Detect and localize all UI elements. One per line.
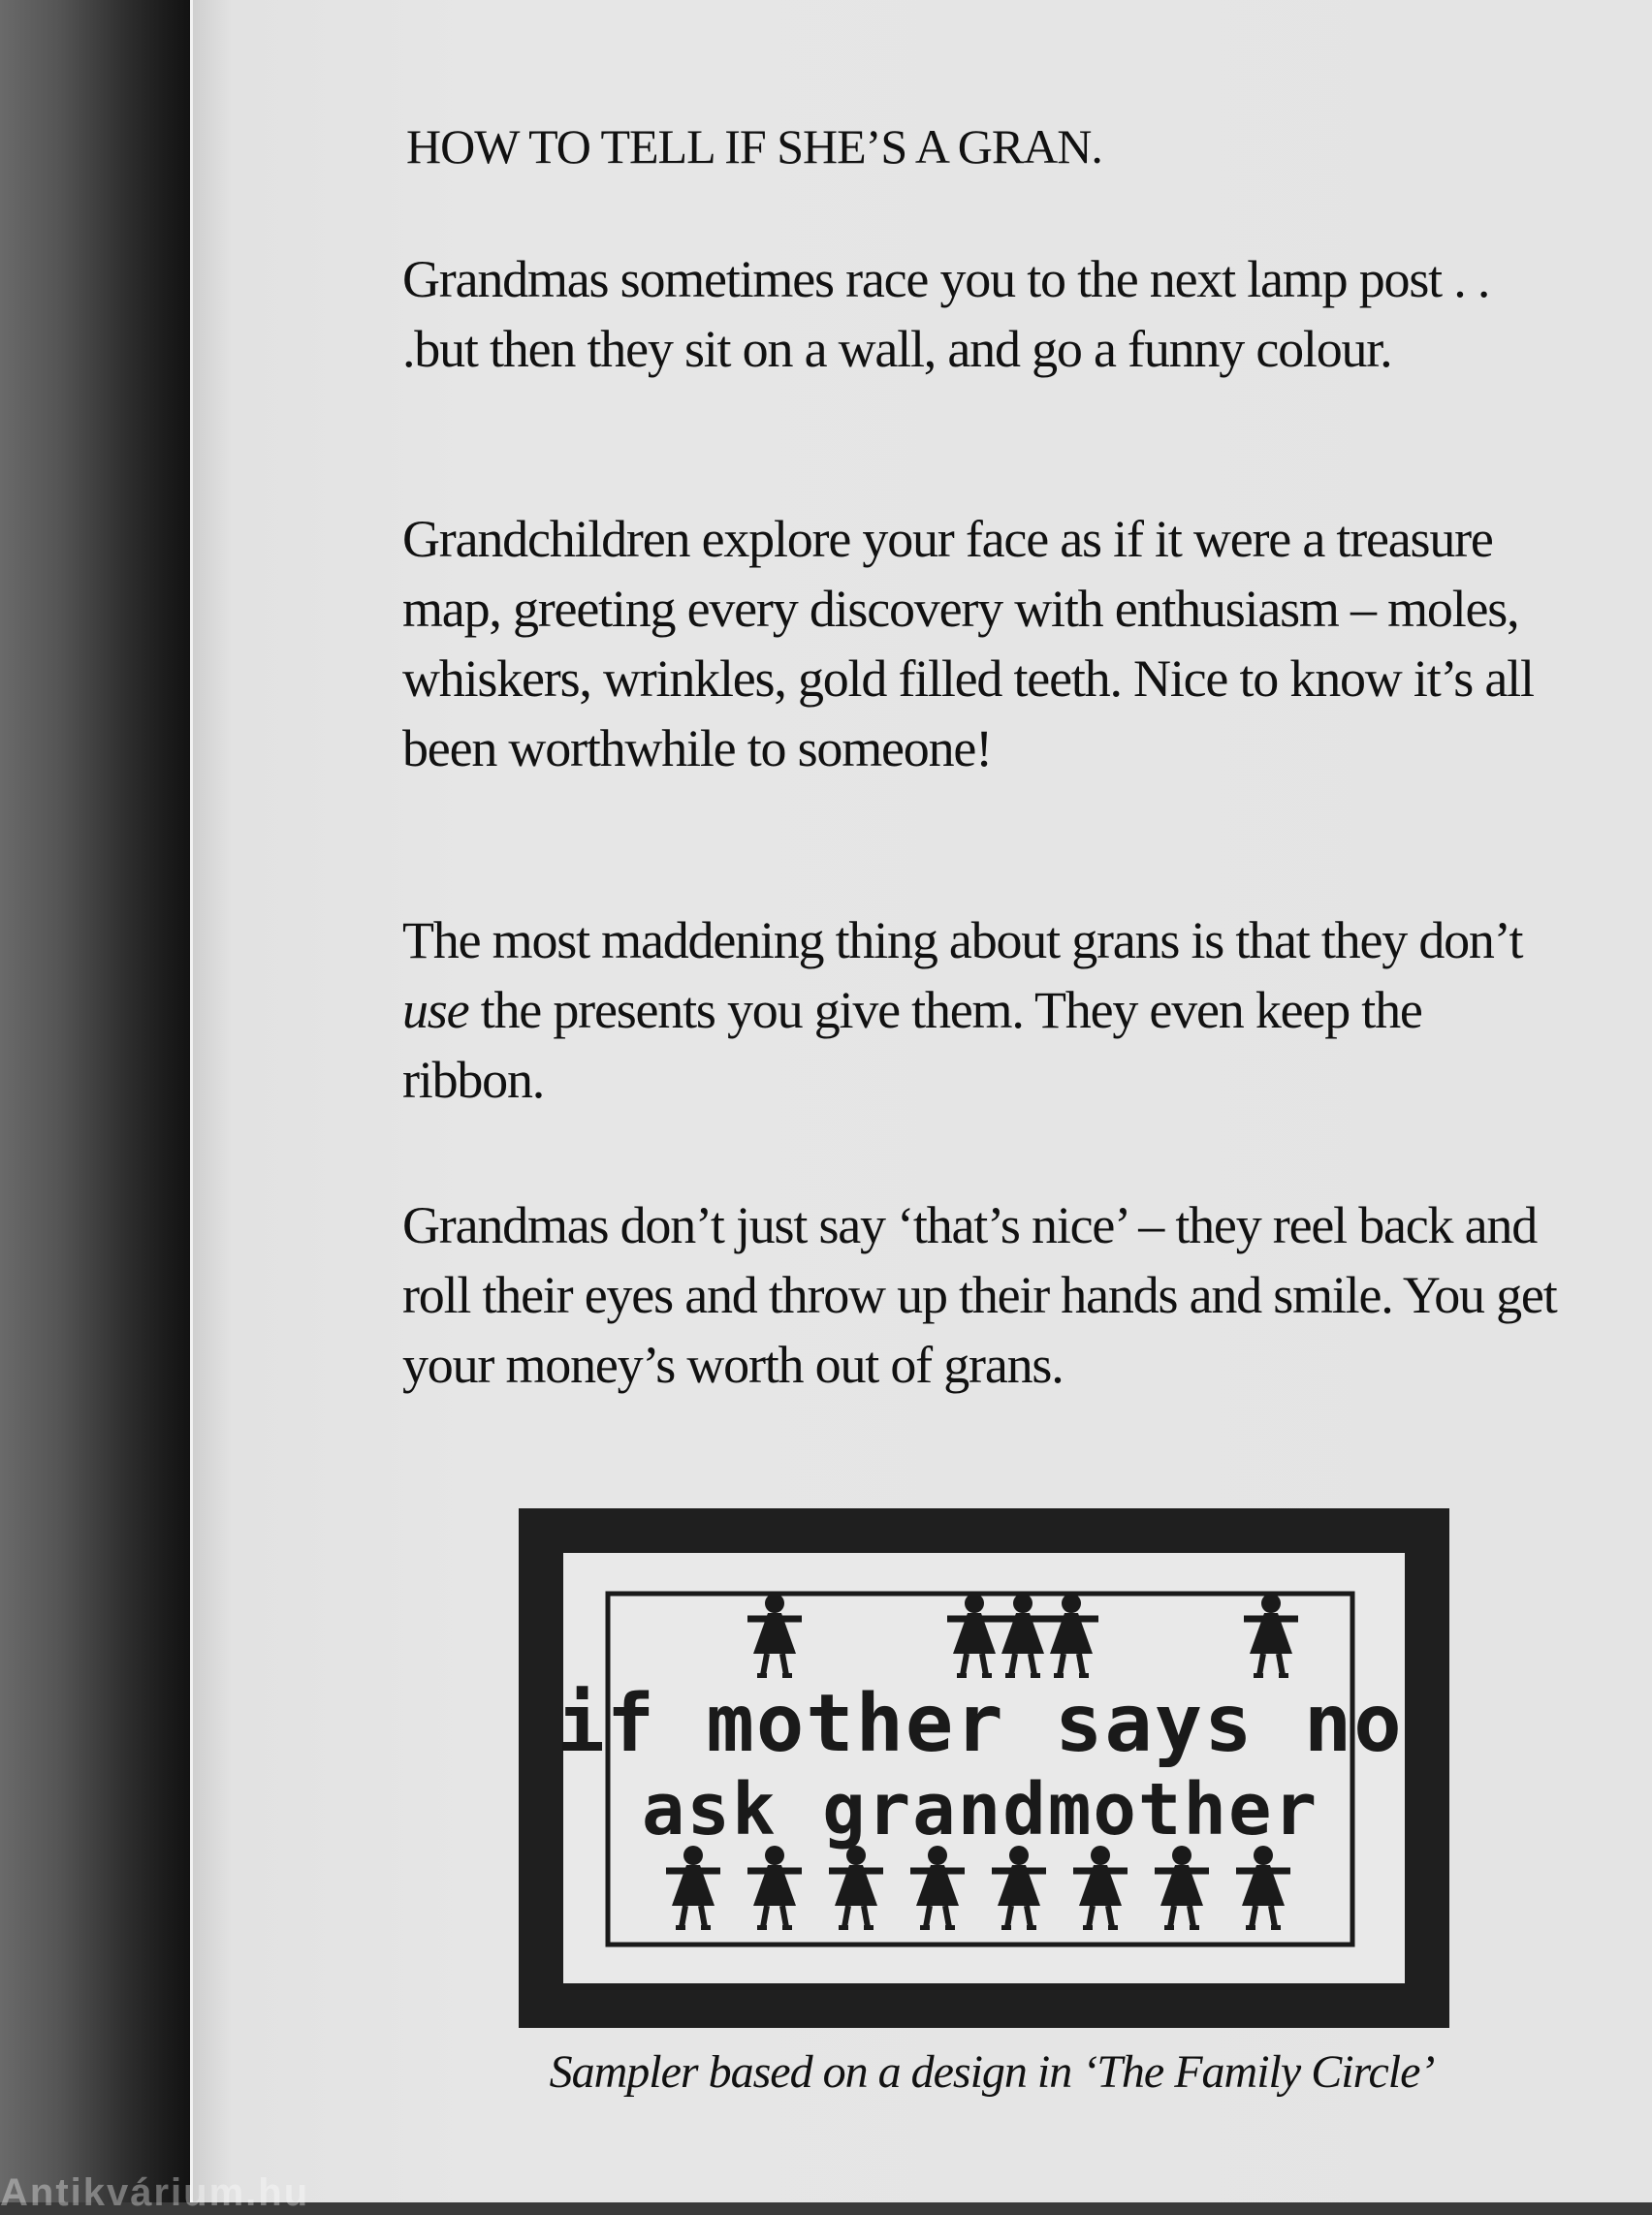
page-heading: HOW TO TELL IF SHE’S A GRAN. (406, 119, 1102, 174)
sampler-line-1: if mother says no (556, 1678, 1404, 1770)
sampler-caption: Sampler based on a design in ‘The Family Circle’ (549, 2046, 1435, 2098)
paragraph-presents-end: the presents you give them. They even keep the ribbon. (402, 981, 1422, 1109)
sampler-line-2: ask grandmother (641, 1768, 1319, 1851)
sampler-illustration (519, 1508, 1449, 2028)
paragraph-lamp-post: Grandmas sometimes race you to the next lamp post . . .but then they sit on a wall, and go a funny colour. (402, 250, 1490, 378)
paragraph-presents (402, 905, 1575, 1115)
emphasis-use: use (402, 981, 469, 1039)
watermark: Antikvárium.hu (0, 2171, 310, 2214)
paragraph-presents-start: The most maddening thing about grans is that they don’t (402, 911, 1523, 969)
paragraph-thats-nice: Grandmas don’t just say ‘that’s nice’ – they reel back and roll their eyes and throw up their hands and smile. You get your money’s worth out of grans. (402, 1196, 1557, 1394)
book-page (190, 0, 1652, 2202)
book-binding-shadow (0, 0, 194, 2202)
paragraph-treasure-map: Grandchildren explore your face as if it were a treasure map, greeting every discovery with enthusiasm – moles, whiskers, wrinkles, gold filled teeth. Nice to know it’s all been worthwhile to someone! (402, 510, 1534, 777)
